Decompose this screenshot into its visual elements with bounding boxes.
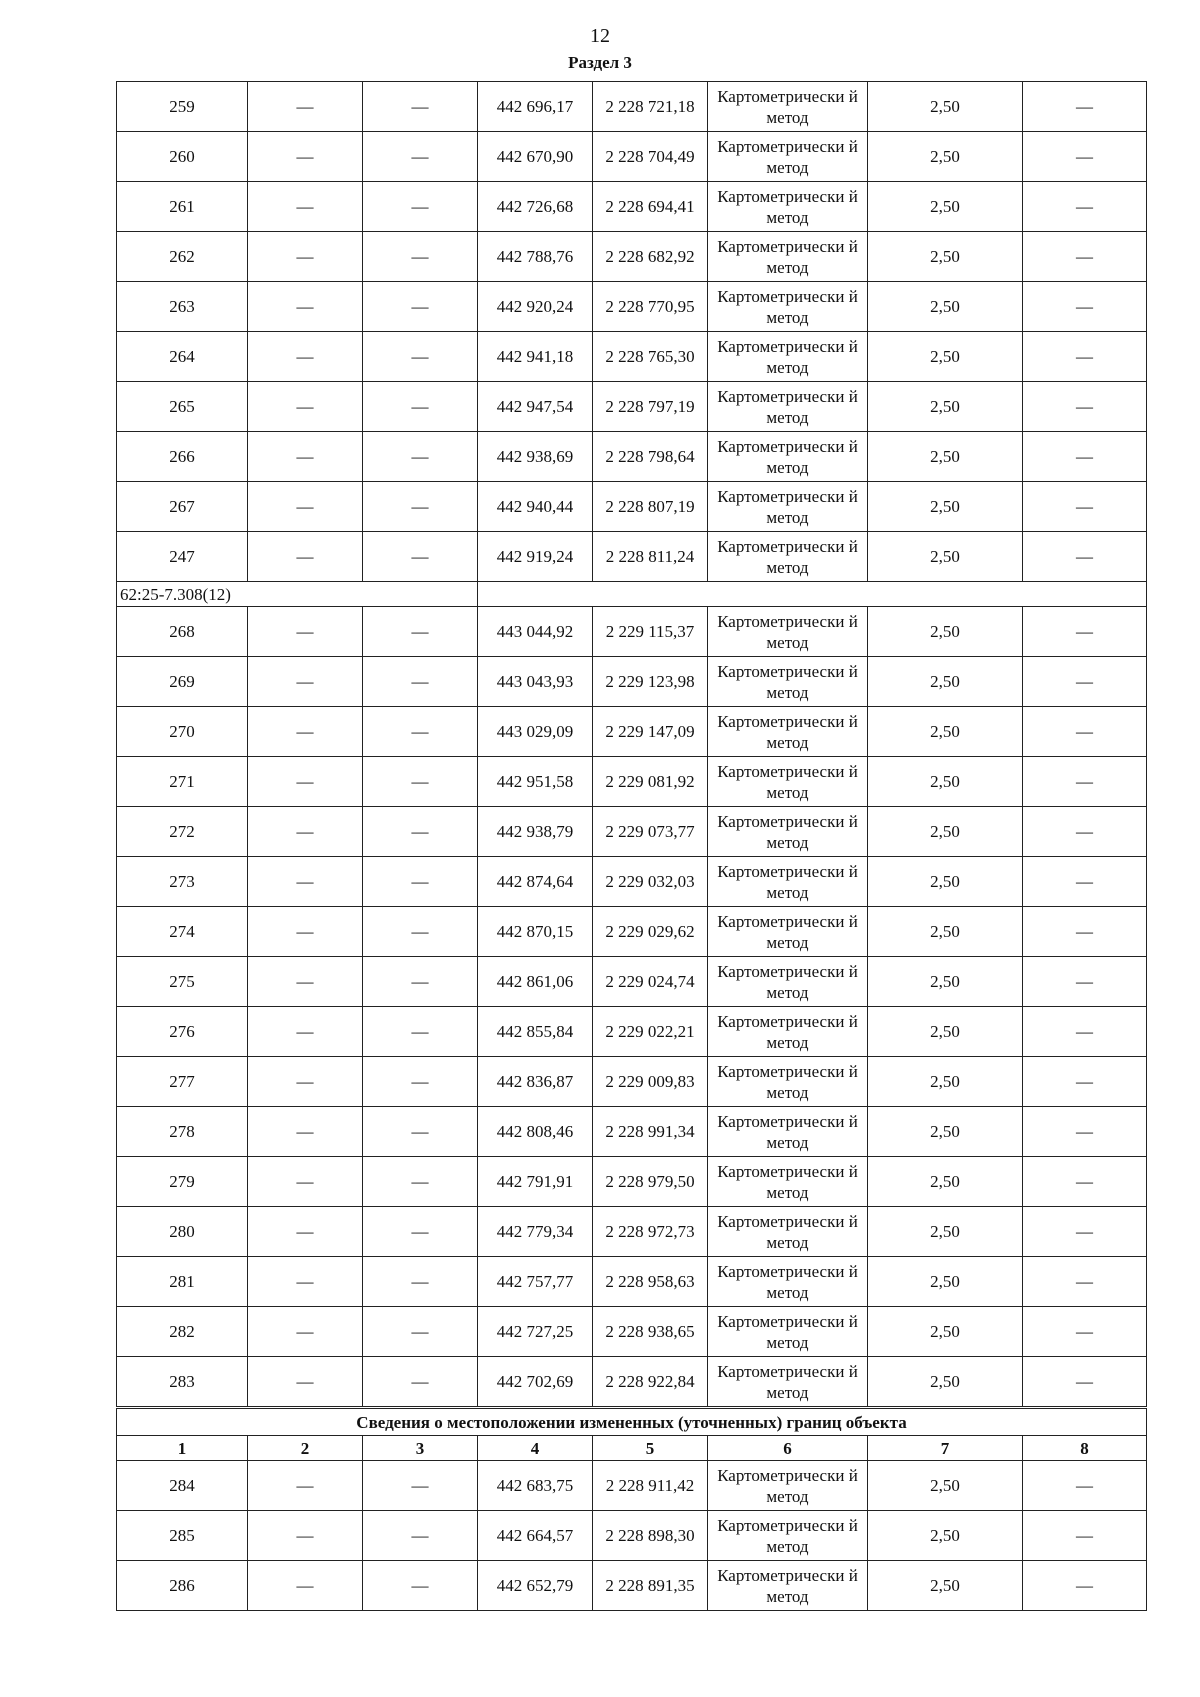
table-row <box>117 1107 1147 1157</box>
point-cell: 272 <box>117 807 248 857</box>
empty-value-cell: — <box>248 432 363 482</box>
empty-value-cell: — <box>248 907 363 957</box>
boundary-points-table <box>116 81 1147 1611</box>
accuracy-cell: 2,50 <box>868 757 1023 807</box>
x-coordinate-cell: 442 938,79 <box>478 807 593 857</box>
table-row <box>117 857 1147 907</box>
contour-separator <box>117 582 1147 607</box>
empty-value-cell: — <box>248 532 363 582</box>
section-header <box>117 1408 1147 1461</box>
x-coordinate-cell: 442 696,17 <box>478 82 593 132</box>
table-body-part1 <box>117 82 1147 582</box>
y-coordinate-cell: 2 229 147,09 <box>593 707 708 757</box>
empty-value-cell: — <box>1023 1307 1147 1357</box>
point-cell: 286 <box>117 1561 248 1611</box>
empty-value-cell: — <box>363 1057 478 1107</box>
empty-value-cell: — <box>1023 332 1147 382</box>
empty-value-cell: — <box>1023 757 1147 807</box>
contour-label: 62:25-7.308(12) <box>117 582 478 607</box>
empty-value-cell: — <box>248 332 363 382</box>
empty-value-cell: — <box>363 1257 478 1307</box>
accuracy-cell: 2,50 <box>868 607 1023 657</box>
y-coordinate-cell: 2 229 009,83 <box>593 1057 708 1107</box>
empty-value-cell: — <box>363 957 478 1007</box>
accuracy-cell: 2,50 <box>868 1207 1023 1257</box>
empty-value-cell: — <box>1023 382 1147 432</box>
table-row <box>117 182 1147 232</box>
empty-value-cell: — <box>1023 482 1147 532</box>
x-coordinate-cell: 442 874,64 <box>478 857 593 907</box>
table-row <box>117 432 1147 482</box>
x-coordinate-cell: 442 940,44 <box>478 482 593 532</box>
y-coordinate-cell: 2 228 770,95 <box>593 282 708 332</box>
method-cell: Картометрически й метод <box>708 382 868 432</box>
table-row <box>117 657 1147 707</box>
y-coordinate-cell: 2 228 972,73 <box>593 1207 708 1257</box>
empty-value-cell: — <box>248 1057 363 1107</box>
method-cell: Картометрически й метод <box>708 1461 868 1511</box>
empty-value-cell: — <box>248 82 363 132</box>
accuracy-cell: 2,50 <box>868 1057 1023 1107</box>
table-row <box>117 332 1147 382</box>
y-coordinate-cell: 2 229 022,21 <box>593 1007 708 1057</box>
method-cell: Картометрически й метод <box>708 282 868 332</box>
y-coordinate-cell: 2 228 898,30 <box>593 1511 708 1561</box>
empty-value-cell: — <box>363 807 478 857</box>
empty-value-cell: — <box>248 482 363 532</box>
empty-value-cell: — <box>363 1357 478 1408</box>
empty-value-cell: — <box>248 707 363 757</box>
method-cell: Картометрически й метод <box>708 432 868 482</box>
table-body-part2 <box>117 607 1147 1408</box>
table-row <box>117 757 1147 807</box>
empty-value-cell: — <box>248 757 363 807</box>
accuracy-cell: 2,50 <box>868 1357 1023 1408</box>
method-cell: Картометрически й метод <box>708 82 868 132</box>
table-row <box>117 132 1147 182</box>
method-cell: Картометрически й метод <box>708 1207 868 1257</box>
y-coordinate-cell: 2 229 115,37 <box>593 607 708 657</box>
table-body-part3 <box>117 1461 1147 1611</box>
empty-value-cell: — <box>248 1561 363 1611</box>
empty-value-cell: — <box>248 1357 363 1408</box>
y-coordinate-cell: 2 229 081,92 <box>593 757 708 807</box>
table-row <box>117 1257 1147 1307</box>
empty-value-cell: — <box>363 1007 478 1057</box>
method-cell: Картометрически й метод <box>708 1307 868 1357</box>
x-coordinate-cell: 442 938,69 <box>478 432 593 482</box>
empty-value-cell: — <box>363 332 478 382</box>
x-coordinate-cell: 442 791,91 <box>478 1157 593 1207</box>
y-coordinate-cell: 2 228 694,41 <box>593 182 708 232</box>
accuracy-cell: 2,50 <box>868 707 1023 757</box>
accuracy-cell: 2,50 <box>868 1007 1023 1057</box>
accuracy-cell: 2,50 <box>868 857 1023 907</box>
y-coordinate-cell: 2 228 765,30 <box>593 332 708 382</box>
empty-value-cell: — <box>248 657 363 707</box>
y-coordinate-cell: 2 228 807,19 <box>593 482 708 532</box>
method-cell: Картометрически й метод <box>708 1007 868 1057</box>
point-cell: 260 <box>117 132 248 182</box>
empty-value-cell: — <box>1023 807 1147 857</box>
empty-value-cell: — <box>1023 1357 1147 1408</box>
empty-value-cell: — <box>363 482 478 532</box>
empty-value-cell: — <box>363 1561 478 1611</box>
empty-value-cell: — <box>1023 1257 1147 1307</box>
y-coordinate-cell: 2 228 682,92 <box>593 232 708 282</box>
empty-value-cell: — <box>248 607 363 657</box>
x-coordinate-cell: 442 779,34 <box>478 1207 593 1257</box>
empty-value-cell: — <box>363 857 478 907</box>
y-coordinate-cell: 2 228 721,18 <box>593 82 708 132</box>
method-cell: Картометрически й метод <box>708 232 868 282</box>
point-cell: 278 <box>117 1107 248 1157</box>
empty-value-cell: — <box>248 1257 363 1307</box>
y-coordinate-cell: 2 228 798,64 <box>593 432 708 482</box>
point-cell: 267 <box>117 482 248 532</box>
table-row <box>117 232 1147 282</box>
column-number: 8 <box>1023 1436 1147 1461</box>
empty-value-cell: — <box>1023 907 1147 957</box>
empty-value-cell: — <box>248 282 363 332</box>
accuracy-cell: 2,50 <box>868 1257 1023 1307</box>
empty-value-cell: — <box>363 1511 478 1561</box>
point-cell: 269 <box>117 657 248 707</box>
empty-value-cell: — <box>363 657 478 707</box>
point-cell: 263 <box>117 282 248 332</box>
accuracy-cell: 2,50 <box>868 1157 1023 1207</box>
table-row <box>117 1561 1147 1611</box>
empty-value-cell: — <box>363 1157 478 1207</box>
x-coordinate-cell: 442 757,77 <box>478 1257 593 1307</box>
table-row <box>117 957 1147 1007</box>
table-row <box>117 607 1147 657</box>
accuracy-cell: 2,50 <box>868 1511 1023 1561</box>
y-coordinate-cell: 2 228 797,19 <box>593 382 708 432</box>
point-cell: 280 <box>117 1207 248 1257</box>
empty-value-cell: — <box>363 907 478 957</box>
table-row <box>117 1307 1147 1357</box>
empty-value-cell: — <box>363 382 478 432</box>
method-cell: Картометрически й метод <box>708 482 868 532</box>
x-coordinate-cell: 442 664,57 <box>478 1511 593 1561</box>
accuracy-cell: 2,50 <box>868 382 1023 432</box>
x-coordinate-cell: 442 870,15 <box>478 907 593 957</box>
empty-value-cell: — <box>363 432 478 482</box>
method-cell: Картометрически й метод <box>708 1357 868 1408</box>
accuracy-cell: 2,50 <box>868 807 1023 857</box>
table-row <box>117 532 1147 582</box>
empty-value-cell: — <box>363 1461 478 1511</box>
x-coordinate-cell: 442 941,18 <box>478 332 593 382</box>
accuracy-cell: 2,50 <box>868 907 1023 957</box>
method-cell: Картометрически й метод <box>708 657 868 707</box>
empty-value-cell: — <box>248 382 363 432</box>
accuracy-cell: 2,50 <box>868 482 1023 532</box>
column-number-row <box>117 1436 1147 1461</box>
y-coordinate-cell: 2 228 922,84 <box>593 1357 708 1408</box>
point-cell: 283 <box>117 1357 248 1408</box>
table-row <box>117 382 1147 432</box>
column-number: 4 <box>478 1436 593 1461</box>
accuracy-cell: 2,50 <box>868 1307 1023 1357</box>
point-cell: 266 <box>117 432 248 482</box>
empty-value-cell: — <box>1023 1157 1147 1207</box>
empty-value-cell: — <box>248 1461 363 1511</box>
point-cell: 274 <box>117 907 248 957</box>
point-cell: 265 <box>117 382 248 432</box>
point-cell: 285 <box>117 1511 248 1561</box>
table-row <box>117 1057 1147 1107</box>
empty-value-cell: — <box>1023 707 1147 757</box>
table-row <box>117 1357 1147 1408</box>
x-coordinate-cell: 442 855,84 <box>478 1007 593 1057</box>
method-cell: Картометрически й метод <box>708 707 868 757</box>
accuracy-cell: 2,50 <box>868 1561 1023 1611</box>
y-coordinate-cell: 2 229 029,62 <box>593 907 708 957</box>
column-number: 5 <box>593 1436 708 1461</box>
table-row <box>117 707 1147 757</box>
empty-value-cell: — <box>1023 1461 1147 1511</box>
empty-value-cell: — <box>248 1007 363 1057</box>
point-cell: 270 <box>117 707 248 757</box>
x-coordinate-cell: 442 836,87 <box>478 1057 593 1107</box>
empty-value-cell: — <box>1023 607 1147 657</box>
method-cell: Картометрически й метод <box>708 807 868 857</box>
method-cell: Картометрически й метод <box>708 182 868 232</box>
method-cell: Картометрически й метод <box>708 857 868 907</box>
accuracy-cell: 2,50 <box>868 232 1023 282</box>
table-row <box>117 482 1147 532</box>
method-cell: Картометрически й метод <box>708 1057 868 1107</box>
empty-value-cell: — <box>248 132 363 182</box>
accuracy-cell: 2,50 <box>868 432 1023 482</box>
table-row <box>117 1207 1147 1257</box>
column-number: 7 <box>868 1436 1023 1461</box>
method-cell: Картометрически й метод <box>708 1107 868 1157</box>
table-row <box>117 1511 1147 1561</box>
empty-value-cell: — <box>1023 182 1147 232</box>
point-cell: 268 <box>117 607 248 657</box>
empty-value-cell: — <box>363 232 478 282</box>
section-heading: Сведения о местоположении измененных (уточненных) границ объекта <box>117 1408 1147 1436</box>
table-row <box>117 1157 1147 1207</box>
y-coordinate-cell: 2 228 991,34 <box>593 1107 708 1157</box>
empty-value-cell: — <box>248 957 363 1007</box>
empty-value-cell: — <box>248 1207 363 1257</box>
empty-value-cell: — <box>1023 532 1147 582</box>
empty-value-cell: — <box>363 1207 478 1257</box>
method-cell: Картометрически й метод <box>708 532 868 582</box>
point-cell: 271 <box>117 757 248 807</box>
x-coordinate-cell: 442 919,24 <box>478 532 593 582</box>
table-row <box>117 1461 1147 1511</box>
x-coordinate-cell: 442 726,68 <box>478 182 593 232</box>
y-coordinate-cell: 2 229 073,77 <box>593 807 708 857</box>
empty-value-cell: — <box>1023 1007 1147 1057</box>
accuracy-cell: 2,50 <box>868 532 1023 582</box>
empty-value-cell: — <box>248 182 363 232</box>
point-cell: 264 <box>117 332 248 382</box>
y-coordinate-cell: 2 229 123,98 <box>593 657 708 707</box>
x-coordinate-cell: 442 920,24 <box>478 282 593 332</box>
method-cell: Картометрически й метод <box>708 332 868 382</box>
empty-value-cell: — <box>363 132 478 182</box>
accuracy-cell: 2,50 <box>868 182 1023 232</box>
accuracy-cell: 2,50 <box>868 82 1023 132</box>
table-row <box>117 807 1147 857</box>
point-cell: 273 <box>117 857 248 907</box>
accuracy-cell: 2,50 <box>868 132 1023 182</box>
empty-value-cell: — <box>363 1307 478 1357</box>
accuracy-cell: 2,50 <box>868 657 1023 707</box>
table-row <box>117 1007 1147 1057</box>
empty-value-cell: — <box>363 607 478 657</box>
table-row <box>117 82 1147 132</box>
column-number: 6 <box>708 1436 868 1461</box>
method-cell: Картометрически й метод <box>708 607 868 657</box>
section-title: Раздел 3 <box>568 53 632 72</box>
point-cell: 262 <box>117 232 248 282</box>
method-cell: Картометрически й метод <box>708 1561 868 1611</box>
empty-value-cell: — <box>363 182 478 232</box>
y-coordinate-cell: 2 229 032,03 <box>593 857 708 907</box>
empty-value-cell: — <box>363 1107 478 1157</box>
point-cell: 259 <box>117 82 248 132</box>
x-coordinate-cell: 442 861,06 <box>478 957 593 1007</box>
empty-value-cell: — <box>248 232 363 282</box>
x-coordinate-cell: 442 808,46 <box>478 1107 593 1157</box>
point-cell: 261 <box>117 182 248 232</box>
accuracy-cell: 2,50 <box>868 1107 1023 1157</box>
empty-value-cell: — <box>363 82 478 132</box>
method-cell: Картометрически й метод <box>708 1257 868 1307</box>
method-cell: Картометрически й метод <box>708 1511 868 1561</box>
point-cell: 281 <box>117 1257 248 1307</box>
empty-value-cell: — <box>363 757 478 807</box>
method-cell: Картометрически й метод <box>708 757 868 807</box>
empty-value-cell: — <box>363 282 478 332</box>
y-coordinate-cell: 2 228 891,35 <box>593 1561 708 1611</box>
x-coordinate-cell: 443 029,09 <box>478 707 593 757</box>
empty-value-cell: — <box>1023 82 1147 132</box>
empty-value-cell: — <box>1023 1511 1147 1561</box>
accuracy-cell: 2,50 <box>868 1461 1023 1511</box>
empty-value-cell: — <box>1023 957 1147 1007</box>
empty-value-cell: — <box>248 857 363 907</box>
page-number: 12 <box>590 25 610 47</box>
empty-value-cell: — <box>363 707 478 757</box>
method-cell: Картометрически й метод <box>708 907 868 957</box>
table-row <box>117 282 1147 332</box>
table-row <box>117 907 1147 957</box>
empty-value-cell: — <box>248 1511 363 1561</box>
empty-value-cell: — <box>1023 1057 1147 1107</box>
accuracy-cell: 2,50 <box>868 332 1023 382</box>
x-coordinate-cell: 443 043,93 <box>478 657 593 707</box>
method-cell: Картометрически й метод <box>708 132 868 182</box>
column-number: 1 <box>117 1436 248 1461</box>
empty-value-cell: — <box>1023 857 1147 907</box>
empty-value-cell: — <box>1023 657 1147 707</box>
y-coordinate-cell: 2 229 024,74 <box>593 957 708 1007</box>
empty-value-cell: — <box>1023 1207 1147 1257</box>
point-cell: 282 <box>117 1307 248 1357</box>
empty-value-cell: — <box>1023 1107 1147 1157</box>
empty-value-cell: — <box>363 532 478 582</box>
point-cell: 279 <box>117 1157 248 1207</box>
empty-value-cell: — <box>1023 1561 1147 1611</box>
y-coordinate-cell: 2 228 704,49 <box>593 132 708 182</box>
point-cell: 284 <box>117 1461 248 1511</box>
point-cell: 275 <box>117 957 248 1007</box>
method-cell: Картометрически й метод <box>708 1157 868 1207</box>
y-coordinate-cell: 2 228 979,50 <box>593 1157 708 1207</box>
point-cell: 277 <box>117 1057 248 1107</box>
x-coordinate-cell: 442 683,75 <box>478 1461 593 1511</box>
column-number: 3 <box>363 1436 478 1461</box>
x-coordinate-cell: 442 652,79 <box>478 1561 593 1611</box>
point-cell: 276 <box>117 1007 248 1057</box>
empty-value-cell: — <box>248 807 363 857</box>
x-coordinate-cell: 442 670,90 <box>478 132 593 182</box>
x-coordinate-cell: 442 788,76 <box>478 232 593 282</box>
column-number: 2 <box>248 1436 363 1461</box>
empty-value-cell: — <box>1023 432 1147 482</box>
x-coordinate-cell: 442 727,25 <box>478 1307 593 1357</box>
y-coordinate-cell: 2 228 911,42 <box>593 1461 708 1511</box>
x-coordinate-cell: 442 951,58 <box>478 757 593 807</box>
empty-value-cell: — <box>248 1307 363 1357</box>
x-coordinate-cell: 442 947,54 <box>478 382 593 432</box>
point-cell: 247 <box>117 532 248 582</box>
empty-value-cell: — <box>248 1107 363 1157</box>
y-coordinate-cell: 2 228 958,63 <box>593 1257 708 1307</box>
empty-value-cell: — <box>248 1157 363 1207</box>
accuracy-cell: 2,50 <box>868 957 1023 1007</box>
y-coordinate-cell: 2 228 938,65 <box>593 1307 708 1357</box>
accuracy-cell: 2,50 <box>868 282 1023 332</box>
x-coordinate-cell: 442 702,69 <box>478 1357 593 1408</box>
empty-value-cell: — <box>1023 282 1147 332</box>
y-coordinate-cell: 2 228 811,24 <box>593 532 708 582</box>
empty-value-cell: — <box>1023 232 1147 282</box>
empty-value-cell: — <box>1023 132 1147 182</box>
x-coordinate-cell: 443 044,92 <box>478 607 593 657</box>
method-cell: Картометрически й метод <box>708 957 868 1007</box>
